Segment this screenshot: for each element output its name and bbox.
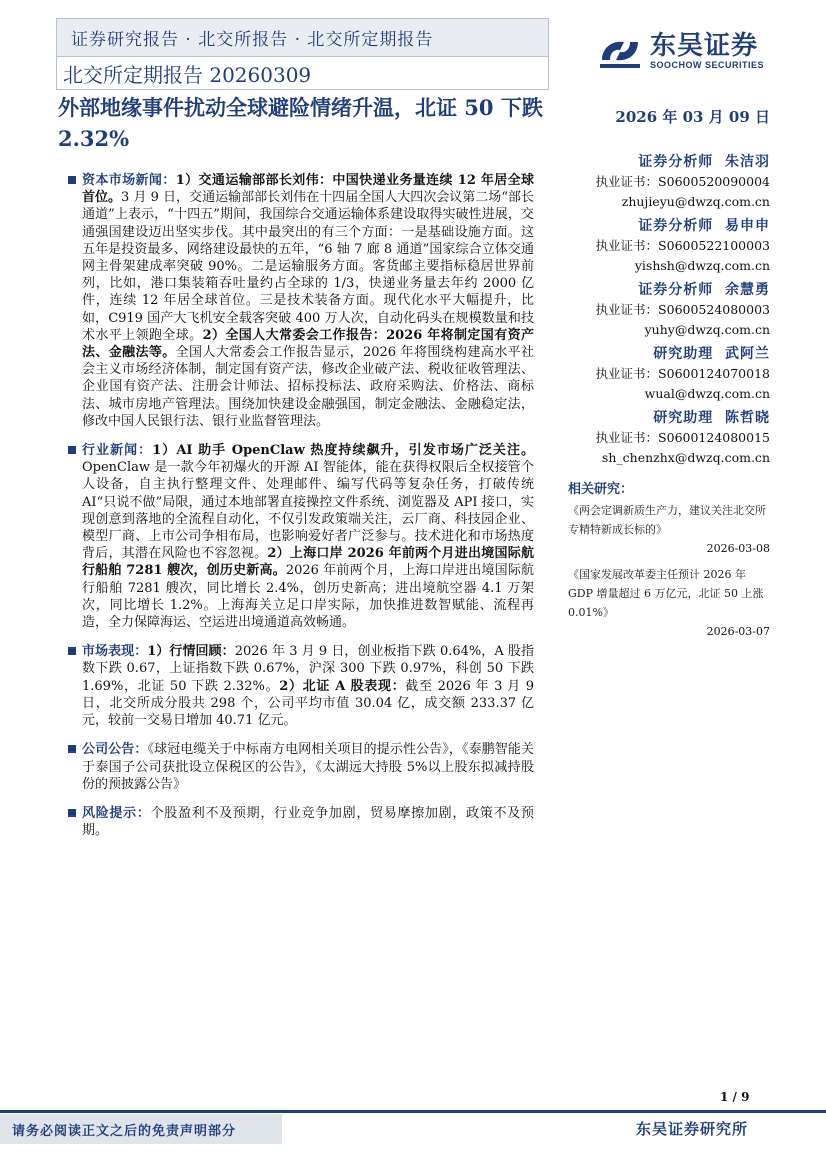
analyst-email[interactable]: yishsh@dwzq.com.cn <box>634 258 770 273</box>
analyst-email[interactable]: sh_chenzhx@dwzq.com.cn <box>601 450 770 465</box>
cert-number: S0600124070018 <box>658 366 770 381</box>
market-subhead: 1）行情回顾： <box>147 644 235 660</box>
institute-name: 东吴证券研究所 <box>636 1120 749 1138</box>
section-company-announcements <box>56 741 534 793</box>
report-header <box>56 18 549 90</box>
related-report-date: 2026-03-07 <box>706 625 770 638</box>
section-bullet <box>68 647 76 655</box>
analyst-name: 易申申 <box>725 218 770 234</box>
market-body: 截至 2026 年 3 月 9 日，北交所成分股共 298 个，公司平均市值 30.04 亿，成交额 233.37 亿元，较前一交易日增加 40.71 亿元。 <box>82 678 535 729</box>
cert-label: 执业证书： <box>595 430 659 445</box>
analyst-sidebar <box>568 148 770 648</box>
analyst-role: 证券分析师 <box>638 154 714 170</box>
report-title: 外部地缘事件扰动全球避险情绪升温，北证 50 下跌 2.32% <box>58 95 543 151</box>
section-risk-warning <box>56 805 534 839</box>
section-bullet <box>68 446 76 454</box>
announcement-body: 《球冠电缆关于中标南方电网相关项目的提示性公告》，《泰鹏智能关于泰国子公司获批设立保税区的公告》，《太湖远大持股 5%以上股东拟减持股份的预披露公告》 <box>82 742 534 792</box>
report-type: 北交所定期报告 20260309 <box>63 62 312 87</box>
analyst-name: 陈哲晓 <box>725 410 770 426</box>
analyst-name: 朱洁羽 <box>725 154 770 170</box>
news-body: OpenClaw 是一款今年初爆火的开源 AI 智能体，能在获得权限后全权接管个人设备，自主执行整理文件、处理邮件、编写代码等复杂任务，打破传统 AI“只说不做”局限，通过本地部署直接操控文件系统、浏览器及 API 接口，实现创意到落地的全流程自动化，不仅引发政策端关注，云厂商、科技园企业、模型厂商、上市公司争相布局，也影响爱好者广泛参与。技术进化和市场热度背后，其潜在风险也不容忽视。 <box>82 460 534 562</box>
section-industry-news <box>56 442 534 631</box>
analyst-card <box>568 344 770 404</box>
soochow-logo-icon <box>596 30 644 72</box>
related-research-title: 相关研究： <box>568 482 634 497</box>
company-logo <box>596 28 776 74</box>
report-category: 证券研究报告 · 北交所报告 · 北交所定期报告 <box>57 19 548 57</box>
analyst-email[interactable]: wual@dwzq.com.cn <box>644 386 770 401</box>
logo-name-cn: 东吴证券 <box>650 31 759 61</box>
related-report-date: 2026-03-08 <box>706 542 770 555</box>
section-label: 行业新闻： <box>82 443 153 459</box>
news-headline: 2）全国人大常委会工作报告：2026 年将制定国有资产法、金融法等。 <box>82 327 534 361</box>
section-capital-market-news <box>56 172 534 430</box>
section-label: 公司公告： <box>82 742 148 758</box>
risk-body: 个股盈利不及预期，行业竞争加剧，贸易摩擦加剧，政策不及预期。 <box>82 805 534 839</box>
analyst-role: 证券分析师 <box>638 218 714 234</box>
related-report-link[interactable]: 《国家发展改革委主任预计 2026 年 GDP 增量超过 6 万亿元，北证 50 上涨 0.01%》 <box>568 568 764 619</box>
cert-number: S0600520090004 <box>658 174 770 189</box>
analyst-card <box>568 216 770 276</box>
logo-name-en: SOOCHOW SECURITIES <box>650 60 765 70</box>
related-report-link[interactable]: 《两会定调新质生产力，建议关注北交所专精特新成长标的》 <box>568 504 766 536</box>
analyst-card <box>568 152 770 212</box>
analyst-email[interactable]: zhujieyu@dwzq.com.cn <box>621 194 770 209</box>
report-date: 2026 年 03 月 09 日 <box>615 108 770 126</box>
market-subhead: 2）北证 A 股表现： <box>279 678 406 694</box>
section-label: 风险提示： <box>82 805 151 821</box>
news-body: 3 月 9 日，交通运输部部长刘伟在十四届全国人大四次会议第二场“部长通道”上表示，“十四五”期间，我国综合交通运输体系建设取得实破性进展，交通强国建设迈出坚实步伐。其中最突出的有三个方面：一是基础设施方面。这五年是投资最多、网络建设最快的五年，“6 轴 7 廊 8 通道”国家综合立体交通网主骨架建成率突破 90%。二是运输服务方面。客货邮主要指标稳居世界前列，比如，港口集装箱吞吐量约占全球的 1/3，快递业务量去年约 2000 亿件，连续 12 年居全球首位。三是技术装备方面。现代化水平大幅提升，比如，C919 国产大飞机安全载客突破 400 万人次，自动化码头在规模数量和技术水平上领跑全球。 <box>82 190 534 343</box>
analyst-role: 研究助理 <box>653 410 714 426</box>
news-body: 全国人大常委会工作报告显示，2026 年将围绕构建高水平社会主义市场经济体制，制定国有资产法，修改企业破产法、税收征收管理法、企业国有资产法、注册会计师法、招标投标法、政府采购法、价格法、商标法、城市房地产管理法。围绕加快建设金融强国，制定金融法、金融稳定法，修改中国人民银行法、银行业监督管理法。 <box>82 345 534 429</box>
cert-label: 执业证书： <box>595 174 659 189</box>
disclaimer-notice: 请务必阅读正文之后的免责声明部分 <box>0 1114 282 1144</box>
section-bullet <box>68 176 76 184</box>
analyst-email[interactable]: yuhy@dwzq.com.cn <box>644 322 770 337</box>
analyst-card <box>568 280 770 340</box>
news-headline: 2）上海口岸 2026 年前两个月进出境国际航行船舶 7281 艘次，创历史新高。 <box>82 546 534 579</box>
news-body: 2026 年前两个月，上海口岸进出境国际航行船舶 7281 艘次，同比增长 2.4%，创历史新高；进出境航空器 4.1 万架次，同比增长 1.2%。上海海关立足口岸实际，加快推进数智赋能、流程再造，全力保障海运、空运进出境通道高效畅通。 <box>82 563 535 631</box>
section-label: 市场表现： <box>82 644 148 660</box>
related-research <box>568 478 770 642</box>
news-headline: 1）AI 助手 OpenClaw 热度持续飙升，引发市场广泛关注。 <box>152 443 534 459</box>
section-bullet <box>68 745 76 753</box>
footer-divider <box>0 1110 826 1113</box>
analyst-name: 武阿兰 <box>725 346 770 362</box>
summary-column <box>56 172 534 851</box>
page-number: 1 / 9 <box>720 1090 750 1104</box>
cert-label: 执业证书： <box>595 238 659 253</box>
section-bullet <box>68 809 76 817</box>
news-headline: 1）交通运输部部长刘伟：中国快递业务量连续 12 年居全球首位。 <box>82 173 534 206</box>
section-label: 资本市场新闻： <box>82 173 176 188</box>
analyst-card <box>568 408 770 468</box>
section-market-performance <box>56 643 534 729</box>
cert-number: S0600124080015 <box>658 430 770 445</box>
cert-label: 执业证书： <box>595 302 659 317</box>
analyst-role: 证券分析师 <box>638 282 714 298</box>
analyst-role: 研究助理 <box>653 346 714 362</box>
cert-label: 执业证书： <box>595 366 659 381</box>
analyst-name: 余慧勇 <box>725 282 770 298</box>
cert-number: S0600524080003 <box>658 302 770 317</box>
market-body: 2026 年 3 月 9 日，创业板指下跌 0.64%，A 股指数下跌 0.67，上证指数下跌 0.67%，沪深 300 下跌 0.97%，科创 50 下跌 1.69%，北证 50 下跌 2.32%。 <box>82 644 534 694</box>
cert-number: S0600522100003 <box>658 238 770 253</box>
